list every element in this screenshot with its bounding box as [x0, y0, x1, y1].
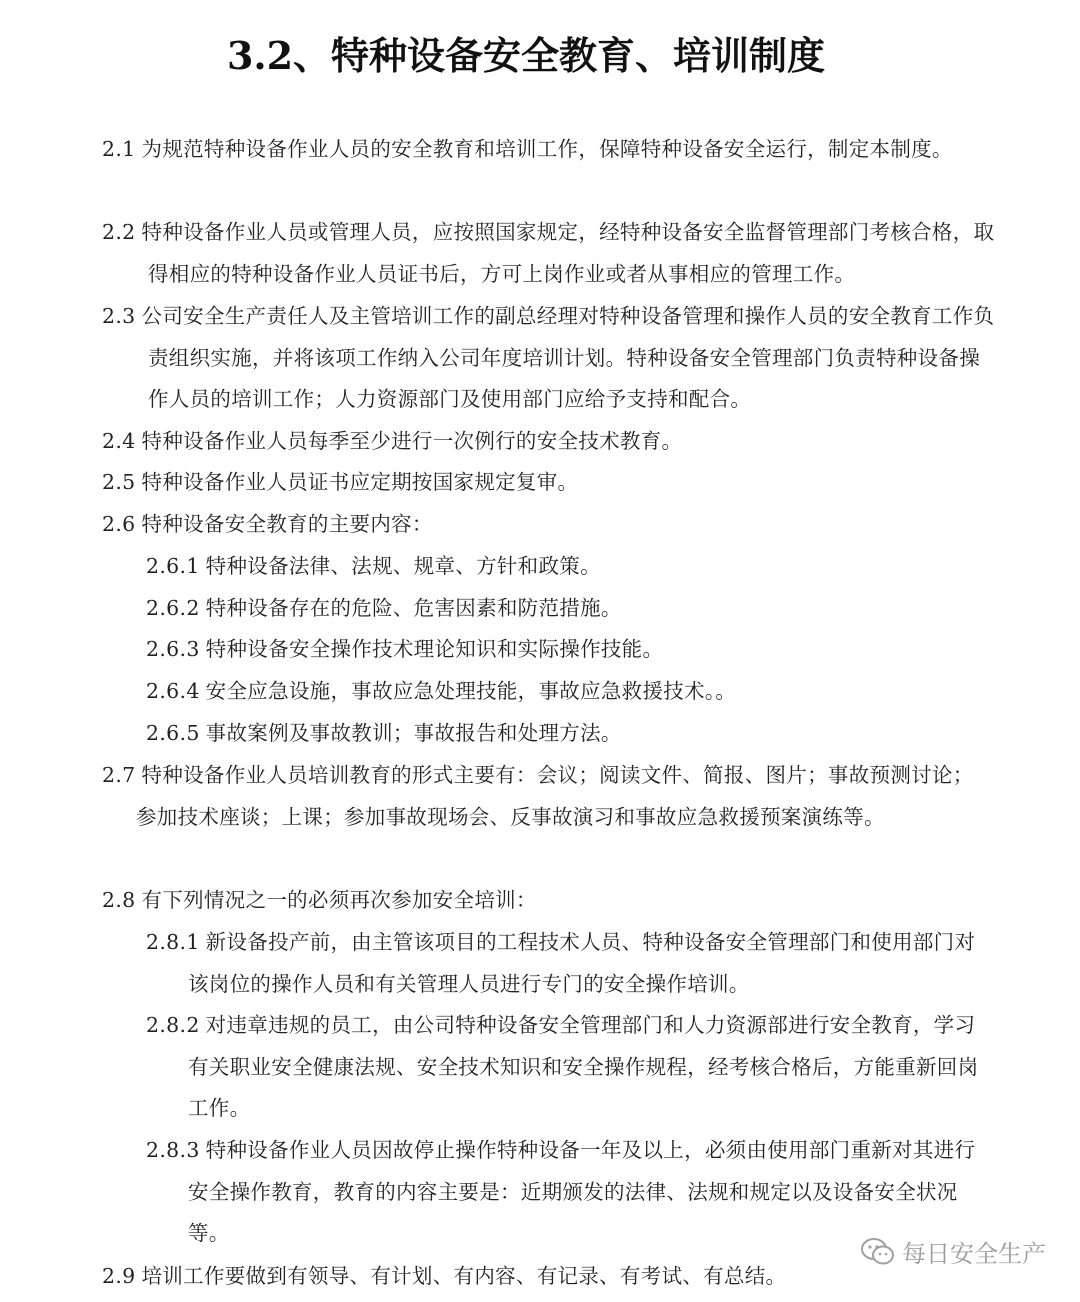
wechat-icon	[860, 1237, 896, 1267]
paragraph-number: 2.3	[102, 304, 136, 328]
paragraph-text: 对违章违规的员工，由公司特种设备安全管理部门和人力资源部进行安全教育，学习有关职业安全健康法规、安全技术知识和安全操作规程，经考核合格后，方能重新回岗工作。	[188, 1013, 979, 1121]
paragraph-number: 2.6.4	[146, 679, 200, 703]
paragraph-2-7	[102, 755, 988, 838]
paragraph-2-9	[102, 1256, 954, 1298]
paragraph-text: 特种设备作业人员证书应定期按国家规定复审。	[141, 470, 579, 494]
paragraph-2-4	[102, 421, 954, 463]
paragraph-text: 特种设备安全教育的主要内容：	[141, 512, 433, 536]
paragraph-text: 特种设备作业人员因故停止操作特种设备一年及以上，必须由使用部门重新对其进行安全操作教育，教育的内容主要是：近期颁发的法律、法规和规定以及设备安全状况等。	[188, 1138, 976, 1246]
paragraph-text: 培训工作要做到有领导、有计划、有内容、有记录、有考试、有总结。	[141, 1264, 787, 1288]
paragraph-2-8-1	[146, 922, 996, 1005]
paragraph-text: 特种设备作业人员每季至少进行一次例行的安全技术教育。	[141, 429, 683, 453]
paragraph-text: 特种设备法律、法规、规章、方针和政策。	[205, 554, 601, 578]
paragraph-text: 有下列情况之一的必须再次参加安全培训：	[141, 888, 537, 912]
paragraph-2-6-3	[146, 629, 954, 671]
paragraph-2-8	[102, 880, 954, 922]
paragraph-number: 2.7	[102, 763, 136, 787]
paragraph-2-6-4	[146, 671, 954, 713]
paragraph-number: 2.1	[102, 137, 136, 161]
paragraph-text: 为规范特种设备作业人员的安全教育和培训工作，保障特种设备安全运行，制定本制度。	[141, 137, 953, 161]
paragraph-text: 特种设备存在的危险、危害因素和防范措施。	[205, 596, 622, 620]
paragraph-2-6-2	[146, 588, 954, 630]
paragraph-text: 新设备投产前，由主管该项目的工程技术人员、特种设备安全管理部门和使用部门对该岗位的操作人员和有关管理人员进行专门的安全操作培训。	[188, 930, 976, 996]
paragraph-text: 安全应急设施，事故应急处理技能，事故应急救援技术。。	[205, 679, 737, 703]
paragraph-text: 特种设备作业人员或管理人员，应按照国家规定，经特种设备安全监督管理部门考核合格，取得相应的特种设备作业人员证书后，方可上岗作业或者从事相应的管理工作。	[141, 220, 995, 286]
paragraph-text: 事故案例及事故教训；事故报告和处理方法。	[205, 721, 622, 745]
paragraph-2-6-5	[146, 713, 954, 755]
paragraph-2-8-2	[146, 1005, 996, 1130]
paragraph-text: 公司安全生产责任人及主管培训工作的副总经理对特种设备管理和操作人员的安全教育工作负责组织实施，并将该项工作纳入公司年度培训计划。特种设备安全管理部门负责特种设备操作人员的培训工作；人力资源部门及使用部门应给予支持和配合。	[141, 304, 995, 412]
paragraph-number: 2.5	[102, 470, 136, 494]
paragraph-number: 2.8.2	[146, 1013, 200, 1037]
paragraph-number: 2.8.1	[146, 930, 200, 954]
watermark	[860, 1234, 1046, 1269]
paragraph-number: 2.6.1	[146, 554, 200, 578]
paragraph-number: 2.6.3	[146, 637, 200, 661]
paragraph-text: 特种设备安全操作技术理论知识和实际操作技能。	[205, 637, 664, 661]
paragraph-number: 2.8	[102, 888, 136, 912]
paragraph-2-3	[102, 296, 1000, 421]
paragraph-2-5	[102, 462, 954, 504]
paragraph-2-2	[102, 212, 1000, 295]
paragraph-2-6	[102, 504, 954, 546]
paragraph-2-1	[102, 129, 1000, 171]
paragraph-number: 2.2	[102, 220, 136, 244]
paragraph-number: 2.6.2	[146, 596, 200, 620]
paragraph-number: 2.6	[102, 512, 136, 536]
paragraph-number: 2.9	[102, 1264, 136, 1288]
paragraph-2-6-1	[146, 546, 954, 588]
paragraph-number: 2.8.3	[146, 1138, 200, 1162]
paragraph-text: 特种设备作业人员培训教育的形式主要有：会议；阅读文件、简报、图片；事故预测讨论；参加技术座谈；上课；参加事故现场会、反事故演习和事故应急救援预案演练等。	[136, 763, 974, 829]
watermark-text: 每日安全生产	[902, 1240, 1046, 1268]
paragraph-number: 2.4	[102, 429, 136, 453]
document-title: 3.2、特种设备安全教育、培训制度	[226, 33, 826, 78]
paragraph-number: 2.6.5	[146, 721, 200, 745]
